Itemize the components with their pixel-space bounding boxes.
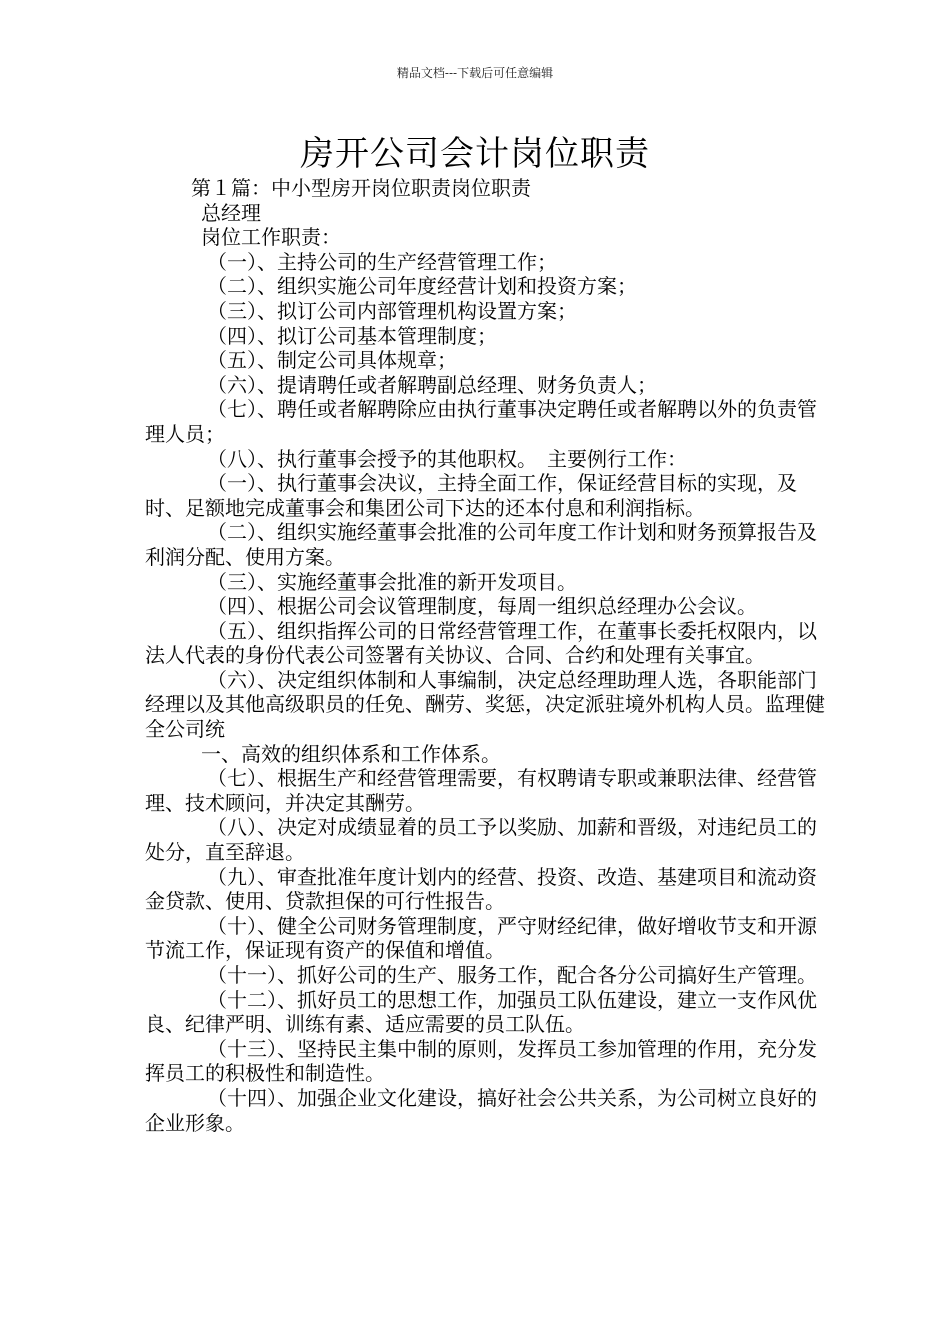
document-title: 房开公司会计岗位职责 (300, 134, 650, 174)
document-body (145, 176, 825, 1135)
paragraph: （二）、组织实施经董事会批准的公司年度工作计划和财务预算报告及利润分配、使用方案。 (145, 520, 817, 569)
paragraph: （五）、制定公司具体规章； (207, 348, 457, 373)
paragraph: （十四）、加强企业文化建设，搞好社会公共关系，为公司树立良好的企业形象。 (145, 1085, 817, 1135)
paragraph: （三）、拟订公司内部管理机构设置方案； (207, 298, 577, 323)
page-header: 精品文档---下载后可任意编辑 (396, 66, 554, 80)
paragraph: （六）、提请聘任或者解聘副总经理、财务负责人； (207, 372, 657, 397)
paragraph: （三）、实施经董事会批准的新开发项目。 (207, 569, 577, 594)
paragraph: （九）、审查批准年度计划内的经营、投资、改造、基建项目和流动资金贷款、使用、贷款担保的可行性报告。 (145, 864, 817, 914)
paragraph: （一）、主持公司的生产经营管理工作； (207, 249, 557, 274)
paragraph: （十）、健全公司财务管理制度，严守财经纪律，做好增收节支和开源节流工作，保证现有资产的保值和增值。 (145, 913, 817, 963)
paragraph: 第１篇：中小型房开岗位职责岗位职责 (191, 176, 531, 200)
paragraph: （六）、决定组织体制和人事编制，决定总经理助理人选，各职能部门经理以及其他高级职员的任免、酬劳、奖惩，决定派驻境外机构人员。监理健全公司统 (145, 667, 825, 742)
paragraph: （二）、组织实施公司年度经营计划和投资方案； (207, 274, 637, 299)
paragraph: （七）、根据生产和经营管理需要，有权聘请专职或兼职法律、经营管理、技术顾问，并决定其酬劳。 (145, 766, 817, 815)
paragraph: （五）、组织指挥公司的日常经营管理工作，在董事长委托权限内，以法人代表的身份代表公司签署有关协议、合同、合约和处理有关事宜。 (145, 618, 817, 668)
paragraph: 岗位工作职责： (201, 225, 341, 250)
paragraph: 总经理 (201, 200, 261, 225)
paragraph: （七）、聘任或者解聘除应由执行董事决定聘任或者解聘以外的负责管理人员； (145, 397, 817, 446)
paragraph: （一）、执行董事会决议，主持全面工作，保证经营目标的实现，及时、足额地完成董事会和集团公司下达的还本付息和利润指标。 (145, 471, 797, 520)
paragraph: （十二）、抓好员工的思想工作，加强员工队伍建设，建立一支作风优良、纪律严明、训练有素、适应需要的员工队伍。 (145, 987, 817, 1037)
paragraph: 一、高效的组织体系和工作体系。 (201, 741, 501, 766)
paragraph: （十三）、坚持民主集中制的原则，发挥员工参加管理的作用，充分发挥员工的积极性和制造性。 (145, 1036, 817, 1086)
paragraph: （四）、拟订公司基本管理制度； (207, 323, 497, 348)
paragraph: （四）、根据公司会议管理制度，每周一组织总经理办公会议。 (207, 594, 757, 619)
paragraph: （八）、执行董事会授予的其他职权。 主要例行工作： (207, 446, 687, 471)
paragraph: （十一）、抓好公司的生产、服务工作，配合各分公司搞好生产管理。 (207, 963, 817, 987)
paragraph: （八）、决定对成绩显着的员工予以奖励、加薪和晋级，对违纪员工的处分，直至辞退。 (145, 815, 817, 865)
